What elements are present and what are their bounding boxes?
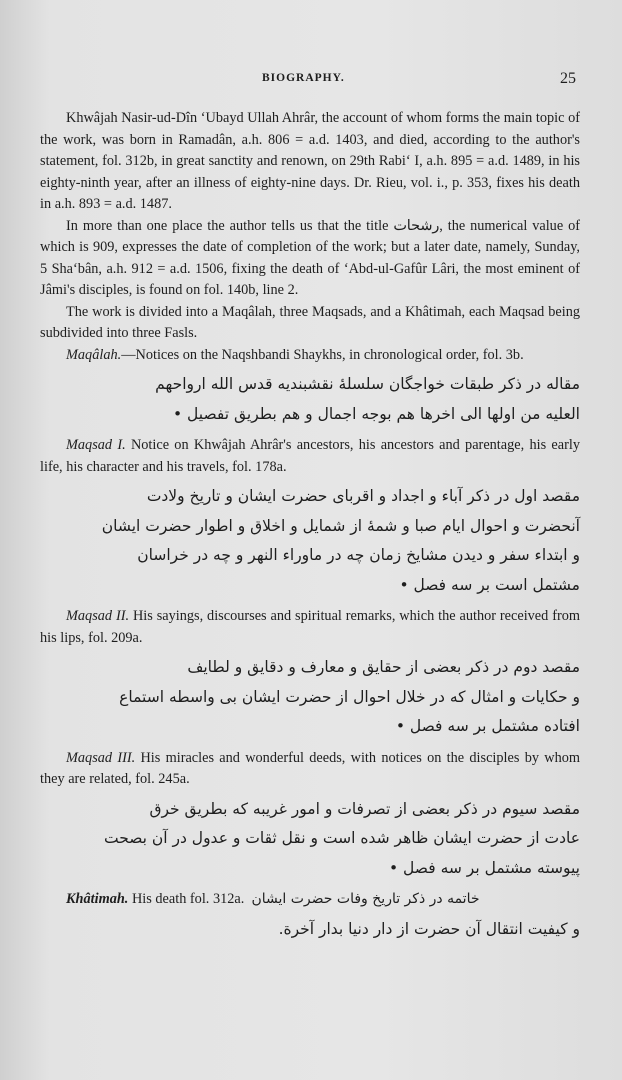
section-maqsad-2: [40, 606, 580, 649]
page-header: [0, 70, 622, 94]
persian-block-maqsad-2: [40, 653, 580, 742]
persian-line: افتاده مشتمل بر سه فصل •: [395, 717, 580, 735]
running-title: BIOGRAPHY.: [262, 72, 345, 84]
persian-line: آنحضرت و احوال ایام صبا و شمهٔ از شمایل و اخلاق و اطوار حضرت ایشان: [101, 516, 580, 535]
intro-paragraph-3: The work is divided into a Maqâlah, three Maqsads, and a Khâtimah, each Maqsad being subdivided into three Fasls.: [40, 303, 580, 341]
persian-line: مشتمل است بر سه فصل •: [399, 575, 580, 594]
persian-block-khatimah: [40, 915, 580, 945]
page-body: [40, 108, 580, 950]
persian-line: عادت از حضرت ایشان ظاهر شده است و نقل ثقات و عدول در آن بصحت: [103, 829, 580, 847]
section-description: His miracles and wonderful deeds, with notices on the disciples by whom they are related, fol. 245a.: [40, 749, 581, 787]
persian-line: مقاله در ذکر طبقات خواجگان سلسلهٔ نقشبندیه قدس الله ارواحهم: [155, 375, 580, 393]
section-maqsad-1: [40, 435, 580, 478]
persian-line: پیوسته مشتمل بر سه فصل •: [388, 858, 580, 877]
section-maqsad-3: [40, 748, 580, 791]
section-maqalah: [40, 345, 580, 367]
persian-line: و کیفیت انتقال آن حضرت از دار دنیا بدار آخرة.: [278, 919, 580, 938]
section-khatimah: [40, 889, 580, 911]
persian-block-maqalah: [40, 370, 580, 429]
page-number: 25: [560, 70, 576, 87]
persian-inline: خاتمه در ذکر تاریخ وفات حضرت ایشان: [251, 891, 480, 907]
persian-line: العلیه من اولها الی اخرها هم بوجه اجمال و هم بطریق تفصیل •: [172, 404, 580, 423]
intro-paragraph-1: Khwâjah Nasir-ud-Dîn ‘Ubayd Ullah Ahrâr, the account of whom forms the main topic of the work, was born in Ramadân, a.h. 806 = a.d. 1403, and died, according to the author's statement, fol. 312b, in great sanctity and renown, on 29th Rabi‘ I, a.h. 895 = a.d. 1489, in his eighty-ninth year, after an illness of eighty-nine days. Dr. Rieu, vol. i., p. 353, fixes his death in a.h. 893 = a.d. 1487.: [40, 110, 580, 212]
section-description: His sayings, discourses and spiritual remarks, which the author received from his lips, fol. 209a.: [40, 608, 580, 646]
section-heading: Maqsad III.: [66, 749, 136, 766]
intro-paragraph-2: In more than one place the author tells us that the title رشحات, the numerical value of which is 909, expresses the date of completion of the work; but a later date, namely, Sunday, 5 Sha‘bân, a.h. 912 = a.d. 1506, fixing the death of ‘Abd-ul-Gafûr Lâri, the most eminent of Jâmi's disciples, is found on fol. 140b, line 2.: [40, 217, 580, 298]
persian-line: مقصد سیوم در ذکر بعضی از تصرفات و امور غریبه که بطریق خرق: [149, 799, 580, 818]
persian-line: مقصد اول در ذکر آباء و اجداد و اقربای حضرت ایشان و تاریخ ولادت: [146, 487, 580, 505]
persian-line: و حکایات و امثال که در خلال احوال از حضرت ایشان بی واسطه استماع: [119, 687, 580, 706]
section-description: Notice on Khwâjah Ahrâr's ancestors, his ancestors and parentage, his early life, his character and his travels, fol. 178a.: [40, 437, 580, 475]
persian-block-maqsad-1: [40, 482, 580, 600]
section-description: His death fol. 312a.: [128, 891, 245, 907]
section-heading: Maqâlah.: [66, 346, 122, 363]
section-description: —Notices on the Naqshbandi Shaykhs, in chronological order, fol. 3b.: [121, 346, 524, 363]
persian-block-maqsad-3: [40, 795, 580, 884]
persian-line: مقصد دوم در ذکر بعضی از حقایق و معارف و دقایق و لطایف: [187, 658, 580, 676]
section-heading: Maqsad I.: [66, 437, 126, 453]
persian-line: و ابتداء سفر و دیدن مشایخ زمان چه در ماوراء النهر و چه در خراسان: [137, 546, 580, 564]
section-heading: Maqsad II.: [66, 608, 130, 624]
section-heading: Khâtimah.: [66, 891, 129, 907]
